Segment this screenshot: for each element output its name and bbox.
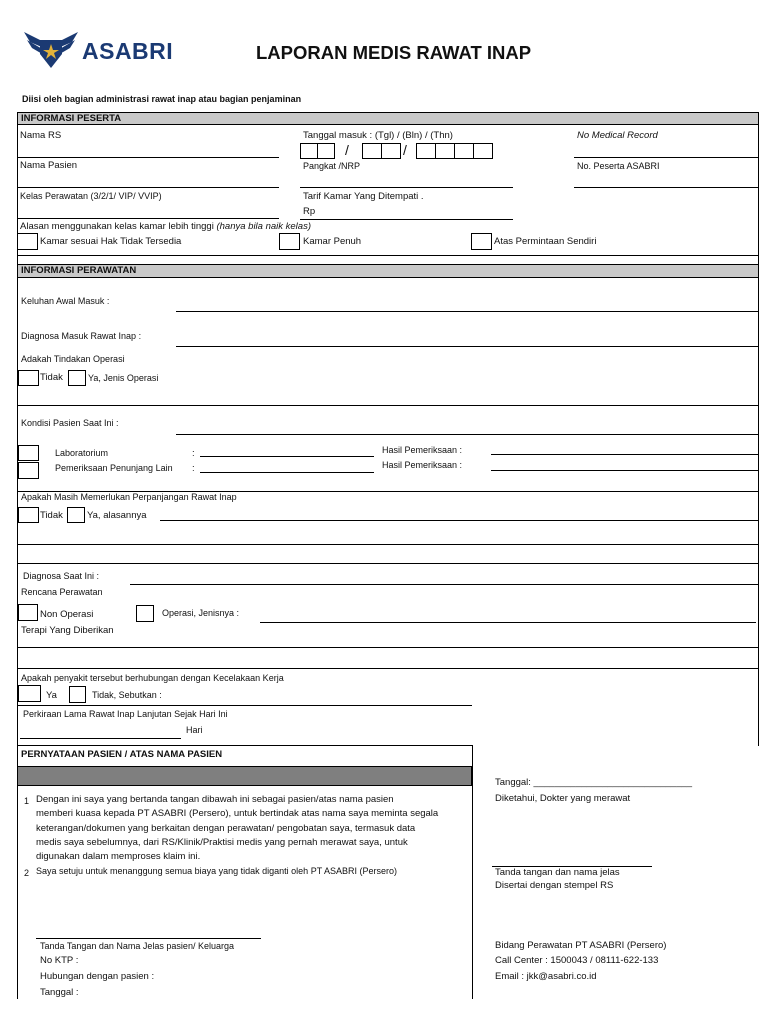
- item2-text: Saya setuju untuk menanggung semua biaya yang tidak diganti oleh PT ASABRI (Persero): [36, 866, 398, 876]
- nama-rs-field[interactable]: [17, 157, 279, 158]
- item1-line-2: memberi kuasa kepada PT ASABRI (Persero), untuk bertindak atas nama saya meminta segala: [36, 808, 439, 819]
- tarif-kamar-field[interactable]: [300, 219, 513, 220]
- label-laboratorium: Laboratorium: [55, 448, 109, 458]
- label-terapi: Terapi Yang Diberikan: [21, 625, 114, 636]
- operasi-jenisnya-field[interactable]: [260, 622, 756, 623]
- label-no-medical-record: No Medical Record: [577, 130, 658, 141]
- colon-laboratorium: :: [192, 448, 195, 459]
- pernyataan-title: PERNYATAAN PASIEN / ATAS NAMA PASIEN: [21, 749, 223, 760]
- alasan-text: Alasan menggunakan kelas kamar lebih tinggi: [20, 221, 214, 232]
- penunjang-field[interactable]: [200, 472, 374, 473]
- label-hubungan: Hubungan dengan pasien :: [40, 971, 155, 982]
- label-ttd-pasien: Tanda Tangan dan Nama Jelas pasien/ Keluarga: [40, 941, 234, 951]
- no-medical-record-field[interactable]: [574, 157, 758, 158]
- divider: [17, 745, 472, 746]
- checkbox-operasi-ya[interactable]: [68, 370, 86, 386]
- kelas-perawatan-field[interactable]: [17, 218, 279, 219]
- label-rencana-perawatan: Rencana Perawatan: [21, 587, 103, 597]
- checkbox-perpanjangan-tidak[interactable]: [18, 507, 39, 523]
- label-call-center: Call Center : 1500043 / 08111-622-133: [495, 955, 659, 966]
- date-separator-1: /: [345, 142, 349, 158]
- page-title: LAPORAN MEDIS RAWAT INAP: [256, 42, 532, 63]
- alasan-note: (hanya bila naik kelas): [216, 221, 311, 232]
- label-kelas-perawatan: Kelas Perawatan (3/2/1/ VIP/ VVIP): [20, 191, 162, 201]
- label-kecelakaan-ya: Ya: [46, 690, 57, 701]
- date-month-box-2[interactable]: [381, 143, 401, 159]
- label-no-peserta: No. Peserta ASABRI: [577, 161, 660, 171]
- date-day-box-2[interactable]: [317, 143, 335, 159]
- section-informasi-perawatan: INFORMASI PERAWATAN: [17, 264, 759, 278]
- date-month-box-1[interactable]: [362, 143, 382, 159]
- label-nama-pasien: Nama Pasien: [20, 160, 78, 171]
- item1-line-3: keterangan/dokumen yang berkaitan dengan perawatan/ pengobatan saya, termasuk data: [36, 823, 416, 834]
- perkiraan-hari-field[interactable]: [20, 738, 181, 739]
- item1-line-4: medis saya sebelumnya, dari RS/Klinik/Praktisi medis yang pernah merawat saya, untuk: [36, 837, 408, 848]
- label-stempel: Disertai dengan stempel RS: [495, 880, 614, 891]
- label-alasan: [20, 222, 311, 232]
- label-tindakan-operasi: Adakah Tindakan Operasi: [21, 354, 125, 364]
- divider: [17, 705, 472, 706]
- label-tanggal-pasien: Tanggal :: [40, 987, 79, 998]
- colon-penunjang: :: [192, 463, 195, 474]
- label-nama-rs: Nama RS: [20, 130, 62, 141]
- pernyataan-divider: [472, 745, 473, 999]
- label-tanggal-masuk: Tanggal masuk : (Tgl) / (Bln) / (Thn): [303, 130, 453, 141]
- label-operasi-jenisnya: Operasi, Jenisnya :: [162, 608, 240, 618]
- diagnosa-saat-ini-field[interactable]: [130, 584, 758, 585]
- item1-number: 1: [24, 796, 30, 806]
- label-hari: Hari: [186, 725, 203, 735]
- item1-line-5: digunakan dalam memproses klaim ini.: [36, 851, 201, 862]
- label-perpanjangan-tidak: Tidak: [40, 510, 63, 521]
- date-year-box-1[interactable]: [416, 143, 436, 159]
- label-no-ktp: No KTP :: [40, 955, 79, 966]
- checkbox-non-operasi[interactable]: [18, 604, 38, 621]
- checkbox-atas-permintaan[interactable]: [471, 233, 492, 250]
- checkbox-kamar-penuh[interactable]: [279, 233, 300, 250]
- label-penunjang: Pemeriksaan Penunjang Lain: [55, 463, 173, 473]
- checkbox-kecelakaan-tidak[interactable]: [69, 686, 86, 703]
- divider: [17, 668, 759, 669]
- date-year-box-4[interactable]: [473, 143, 493, 159]
- label-keluhan: Keluhan Awal Masuk :: [21, 296, 110, 306]
- label-tidak-sebutkan: Tidak, Sebutkan :: [92, 690, 162, 700]
- checkbox-kecelakaan-ya[interactable]: [18, 685, 41, 702]
- nama-pasien-field[interactable]: [17, 187, 279, 188]
- frame-right: [758, 112, 759, 746]
- label-atas-permintaan: Atas Permintaan Sendiri: [494, 236, 597, 247]
- checkbox-operasi-tidak[interactable]: [18, 370, 39, 386]
- label-ya-jenis-operasi: Ya, Jenis Operasi: [88, 373, 159, 383]
- no-peserta-field[interactable]: [574, 187, 758, 188]
- label-kondisi-pasien: Kondisi Pasien Saat Ini :: [21, 418, 119, 428]
- label-tanggal-dokter[interactable]: Tanggal: ______________________________: [495, 777, 693, 788]
- keluhan-field[interactable]: [176, 311, 758, 312]
- laboratorium-field[interactable]: [200, 456, 374, 457]
- label-tarif-kamar: Tarif Kamar Yang Ditempati .: [303, 191, 424, 202]
- label-non-operasi: Non Operasi: [40, 609, 94, 620]
- asabri-logo: [22, 28, 172, 70]
- checkbox-kamar-sesuai-hak[interactable]: [17, 233, 38, 250]
- item1-line-1: Dengan ini saya yang bertanda tangan dibawah ini sebagai pasien/atas nama pasien: [36, 794, 394, 805]
- label-rp: Rp: [303, 206, 316, 217]
- date-year-box-2[interactable]: [435, 143, 455, 159]
- checkbox-penunjang[interactable]: [18, 462, 39, 479]
- page-subtitle: Diisi oleh bagian administrasi rawat inap atau bagian penjaminan: [22, 94, 302, 104]
- divider: [17, 255, 759, 256]
- date-year-box-3[interactable]: [454, 143, 474, 159]
- label-perkiraan-lama: Perkiraan Lama Rawat Inap Lanjutan Sejak Hari Ini: [23, 709, 228, 719]
- divider: [17, 405, 759, 406]
- label-operasi-tidak: Tidak: [40, 372, 63, 383]
- divider: [17, 544, 759, 545]
- pernyataan-bar: [17, 766, 472, 786]
- date-separator-2: /: [403, 142, 407, 158]
- ttd-pasien-field[interactable]: [36, 938, 261, 939]
- label-pangkat: Pangkat /NRP: [303, 161, 361, 171]
- alasannya-field[interactable]: [160, 520, 758, 521]
- kondisi-pasien-field[interactable]: [176, 434, 758, 435]
- label-email: Email : jkk@asabri.co.id: [495, 971, 597, 982]
- label-ttd-dokter: Tanda tangan dan nama jelas: [495, 867, 620, 878]
- label-diagnosa-masuk: Diagnosa Masuk Rawat Inap :: [21, 331, 142, 341]
- label-hasil-pemeriksaan-2: Hasil Pemeriksaan :: [382, 460, 463, 470]
- section-informasi-peserta: INFORMASI PESERTA: [17, 112, 759, 125]
- hasil-pemeriksaan-2-field[interactable]: [491, 470, 758, 471]
- checkbox-operasi[interactable]: [136, 605, 154, 622]
- label-kecelakaan-kerja: Apakah penyakit tersebut berhubungan dengan Kecelakaan Kerja: [21, 673, 284, 683]
- label-kamar-sesuai-hak: Kamar sesuai Hak Tidak Tersedia: [40, 236, 182, 247]
- hasil-pemeriksaan-1-field[interactable]: [491, 454, 758, 455]
- label-hasil-pemeriksaan-1: Hasil Pemeriksaan :: [382, 445, 463, 455]
- divider: [17, 563, 759, 564]
- label-diagnosa-saat-ini: Diagnosa Saat Ini :: [23, 571, 100, 581]
- label-ya-alasannya: Ya, alasannya: [87, 510, 147, 521]
- diagnosa-masuk-field[interactable]: [176, 346, 758, 347]
- label-perpanjangan: Apakah Masih Memerlukan Perpanjangan Rawat Inap: [21, 492, 237, 502]
- pangkat-field[interactable]: [300, 187, 513, 188]
- date-day-box-1[interactable]: [300, 143, 318, 159]
- asabri-emblem-icon: [22, 28, 80, 70]
- item2-number: 2: [24, 868, 30, 878]
- divider: [17, 647, 759, 648]
- checkbox-laboratorium[interactable]: [18, 445, 39, 461]
- label-diketahui-dokter: Diketahui, Dokter yang merawat: [495, 793, 631, 804]
- label-bidang-perawatan: Bidang Perawatan PT ASABRI (Persero): [495, 940, 667, 951]
- checkbox-perpanjangan-ya[interactable]: [67, 507, 85, 523]
- label-kamar-penuh: Kamar Penuh: [303, 236, 362, 247]
- logo-text: ASABRI: [82, 38, 174, 64]
